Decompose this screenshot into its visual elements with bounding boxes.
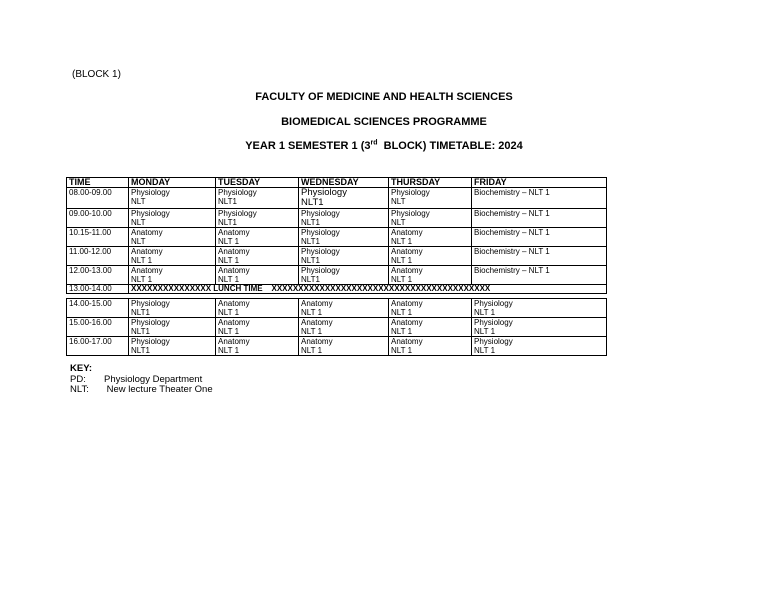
session-cell [389, 299, 472, 318]
subject-label: Biochemistry – NLT 1 [474, 247, 550, 256]
lunch-row [67, 285, 607, 294]
session-cell [129, 228, 216, 247]
lunch-label: XXXXXXXXXXXXXXX LUNCH TIME XXXXXXXXXXXXXXXXXXXXXXXXXXXXXXXXXXXXXXXXX [129, 285, 607, 294]
venue-label: NLT 1 [218, 256, 240, 265]
venue-label: NLT1 [131, 346, 150, 355]
session-cell [216, 337, 299, 356]
header-tuesday: TUESDAY [216, 178, 299, 188]
session-cell [129, 209, 216, 228]
table-row [67, 188, 607, 209]
session-cell [216, 266, 299, 285]
venue-label: NLT1 [301, 237, 320, 246]
session-cell [129, 337, 216, 356]
session-cell [129, 299, 216, 318]
morning-timetable [66, 177, 607, 294]
session-cell [129, 318, 216, 337]
time-cell: 16.00-17.00 [67, 337, 129, 356]
venue-label: NLT1 [301, 197, 324, 208]
venue-label: NLT 1 [391, 346, 413, 355]
subject-label: Biochemistry – NLT 1 [474, 266, 550, 275]
faculty-title: FACULTY OF MEDICINE AND HEALTH SCIENCES [255, 91, 513, 103]
session-cell [299, 209, 389, 228]
subject-label: Anatomy [391, 228, 423, 237]
session-cell [389, 228, 472, 247]
time-cell: 13.00-14.00 [67, 285, 129, 294]
header-thursday: THURSDAY [389, 178, 472, 188]
venue-label: NLT 1 [131, 256, 153, 265]
subject-label: Physiology [474, 337, 513, 346]
venue-label: NLT 1 [218, 346, 240, 355]
afternoon-timetable [66, 298, 607, 356]
venue-label: NLT [391, 218, 406, 227]
subject-label: Anatomy [218, 337, 250, 346]
session-cell [472, 188, 607, 209]
session-cell [472, 209, 607, 228]
venue-label: NLT [131, 218, 146, 227]
subject-label: Biochemistry – NLT 1 [474, 188, 550, 197]
time-cell: 08.00-09.00 [67, 188, 129, 209]
subject-label: Anatomy [391, 337, 423, 346]
session-cell [216, 228, 299, 247]
time-cell: 12.00-13.00 [67, 266, 129, 285]
session-cell [299, 299, 389, 318]
subject-label: Physiology [301, 187, 347, 198]
session-cell [216, 209, 299, 228]
key-legend [70, 364, 213, 396]
venue-label: NLT 1 [301, 308, 323, 317]
subject-label: Physiology [301, 228, 340, 237]
table-row [67, 318, 607, 337]
subject-label: Physiology [131, 337, 170, 346]
subject-label: Physiology [301, 247, 340, 256]
key-desc: New lecture Theater One [104, 384, 213, 395]
session-cell [299, 266, 389, 285]
key-abbr: PD: [70, 373, 86, 385]
subject-label: Anatomy [391, 266, 423, 275]
venue-label: NLT1 [218, 197, 237, 206]
subject-label: Anatomy [391, 247, 423, 256]
table-row [67, 209, 607, 228]
session-cell [216, 247, 299, 266]
venue-label: NLT1 [301, 275, 320, 284]
table-row [67, 247, 607, 266]
subject-label: Physiology [474, 299, 513, 308]
session-cell [389, 209, 472, 228]
subject-label: Physiology [131, 209, 170, 218]
subject-label: Physiology [218, 188, 257, 197]
venue-label: NLT1 [131, 327, 150, 336]
subject-label: Physiology [301, 266, 340, 275]
venue-label: NLT1 [131, 308, 150, 317]
session-cell [472, 228, 607, 247]
time-cell: 14.00-15.00 [67, 299, 129, 318]
subject-label: Physiology [391, 188, 430, 197]
session-cell [299, 247, 389, 266]
session-cell [129, 266, 216, 285]
session-cell [472, 247, 607, 266]
subject-label: Biochemistry – NLT 1 [474, 228, 550, 237]
venue-label: NLT 1 [474, 327, 496, 336]
subject-label: Anatomy [131, 228, 163, 237]
venue-label: NLT 1 [301, 327, 323, 336]
subject-label: Anatomy [301, 337, 333, 346]
timetable-title-post: BLOCK) TIMETABLE: 2024 [377, 140, 523, 152]
session-cell [299, 318, 389, 337]
session-cell [299, 188, 389, 209]
subject-label: Anatomy [131, 247, 163, 256]
header-time: TIME [67, 178, 129, 188]
session-cell [389, 318, 472, 337]
header-row [67, 178, 607, 188]
session-cell [299, 337, 389, 356]
timetable-title-sup: rd [370, 139, 378, 147]
subject-label: Anatomy [391, 299, 423, 308]
venue-label: NLT 1 [474, 308, 496, 317]
venue-label: NLT 1 [391, 275, 413, 284]
subject-label: Anatomy [301, 299, 333, 308]
table-row [67, 228, 607, 247]
subject-label: Anatomy [218, 318, 250, 327]
subject-label: Physiology [131, 318, 170, 327]
table-row [67, 266, 607, 285]
venue-label: NLT 1 [218, 275, 240, 284]
venue-label: NLT1 [218, 218, 237, 227]
subject-label: Anatomy [391, 318, 423, 327]
header-monday: MONDAY [129, 178, 216, 188]
session-cell [472, 337, 607, 356]
subject-label: Physiology [218, 209, 257, 218]
session-cell [472, 318, 607, 337]
venue-label: NLT 1 [391, 327, 413, 336]
table-row [67, 337, 607, 356]
programme-title: BIOMEDICAL SCIENCES PROGRAMME [281, 116, 487, 128]
timetable-title-pre: YEAR 1 SEMESTER 1 (3 [245, 140, 371, 152]
subject-label: Anatomy [301, 318, 333, 327]
session-cell [216, 188, 299, 209]
header-friday: FRIDAY [472, 178, 607, 188]
subject-label: Physiology [391, 209, 430, 218]
timetable-title [0, 140, 768, 152]
venue-label: NLT 1 [218, 308, 240, 317]
session-cell [389, 266, 472, 285]
header-wednesday: WEDNESDAY [299, 178, 389, 188]
time-cell: 10.15-11.00 [67, 228, 129, 247]
block-label: (BLOCK 1) [72, 69, 121, 80]
time-cell: 15.00-16.00 [67, 318, 129, 337]
session-cell [472, 266, 607, 285]
time-cell: 11.00-12.00 [67, 247, 129, 266]
key-item-nlt [70, 385, 213, 396]
venue-label: NLT 1 [218, 327, 240, 336]
table-row [67, 299, 607, 318]
venue-label: NLT [131, 197, 146, 206]
time-cell: 09.00-10.00 [67, 209, 129, 228]
subject-label: Anatomy [131, 266, 163, 275]
session-cell [129, 247, 216, 266]
session-cell [299, 228, 389, 247]
session-cell [216, 299, 299, 318]
subject-label: Physiology [131, 188, 170, 197]
subject-label: Physiology [131, 299, 170, 308]
venue-label: NLT 1 [474, 346, 496, 355]
key-desc: Physiology Department [104, 373, 203, 385]
key-abbr: NLT: [70, 384, 89, 395]
venue-label: NLT1 [301, 218, 320, 227]
key-heading: KEY: [70, 363, 92, 374]
session-cell [472, 299, 607, 318]
subject-label: Physiology [474, 318, 513, 327]
subject-label: Anatomy [218, 266, 250, 275]
venue-label: NLT [131, 237, 146, 246]
subject-label: Anatomy [218, 228, 250, 237]
venue-label: NLT [391, 197, 406, 206]
venue-label: NLT 1 [131, 275, 153, 284]
session-cell [389, 247, 472, 266]
subject-label: Anatomy [218, 247, 250, 256]
venue-label: NLT 1 [391, 237, 413, 246]
venue-label: NLT 1 [391, 256, 413, 265]
session-cell [389, 188, 472, 209]
venue-label: NLT 1 [218, 237, 240, 246]
subject-label: Physiology [301, 209, 340, 218]
venue-label: NLT1 [301, 256, 320, 265]
subject-label: Biochemistry – NLT 1 [474, 209, 550, 218]
session-cell [129, 188, 216, 209]
session-cell [389, 337, 472, 356]
venue-label: NLT 1 [301, 346, 323, 355]
venue-label: NLT 1 [391, 308, 413, 317]
session-cell [216, 318, 299, 337]
subject-label: Anatomy [218, 299, 250, 308]
